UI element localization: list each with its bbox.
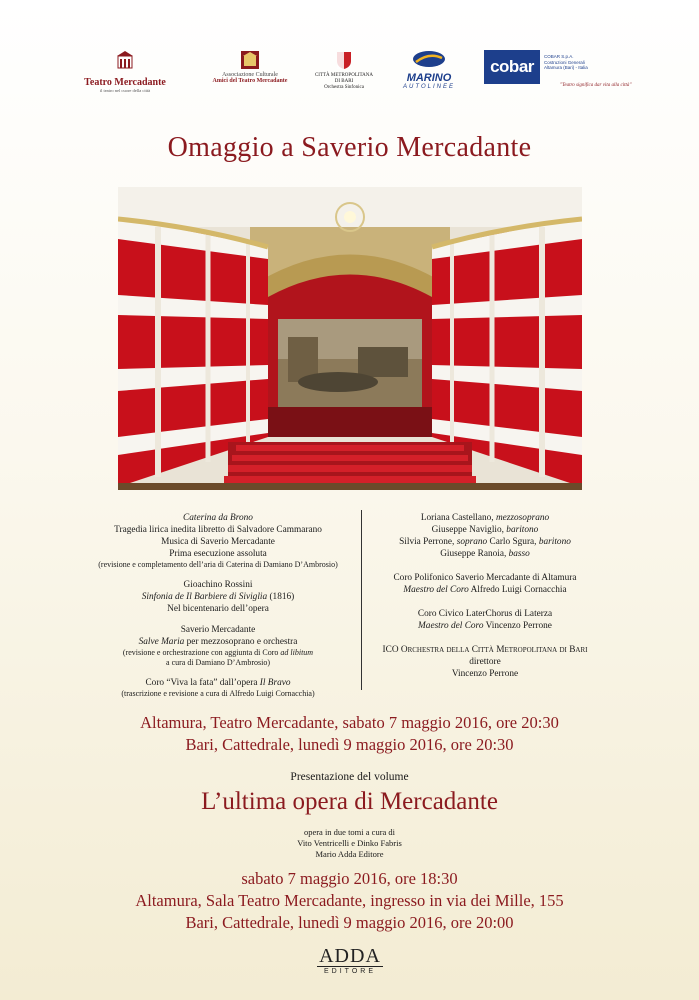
citta-line2: DI BARI [334, 79, 354, 84]
program-left-column [80, 512, 356, 699]
coro-civico: Coro Civico LaterChorus di Laterza [417, 609, 553, 619]
teatro-logo-tagline: il teatro nel cuore della città [99, 88, 151, 93]
coro-polifonico-maestro [366, 584, 604, 596]
coro-bravo-text: Coro “Viva la fata” dall’opera [145, 678, 260, 688]
mercadante-work-desc: per mezzosoprano e orchestra [184, 637, 298, 647]
concert-date-altamura: Altamura, Teatro Mercadante, sabato 7 maggio 2016, ore 20:30 [140, 713, 559, 732]
amici-line1: Associazione Culturale [222, 72, 278, 78]
coro-civico-maestro-name: Vincenzo Perrone [483, 621, 552, 631]
marino-name: MARINO [406, 72, 452, 84]
logo-citta-metropolitana [314, 50, 374, 94]
mercadante-work-title: Salve Maria [138, 637, 185, 647]
rossini-work-title: Sinfonia de Il Barbiere di Siviglia [141, 592, 268, 602]
mercadante-work [80, 636, 356, 648]
presentation-label: Presentazione del volume [290, 771, 409, 783]
opera-title: Caterina da Brono [183, 513, 253, 523]
singer-3-role: soprano [456, 537, 488, 547]
logo-marino-autolinee [396, 50, 462, 94]
singer-4-name: Carlo Sgura, [487, 537, 539, 547]
coro-bravo-opera: Il Bravo [259, 678, 291, 688]
cobar-info2: Costruzioni Generali [544, 59, 585, 65]
mercadante-note1-italic: ad libitum [280, 648, 314, 657]
coro-polifonico-maestro-name: Alfredo Luigi Cornacchia [468, 585, 567, 595]
singer-3-name: Silvia Perrone, [399, 537, 457, 547]
singer-5-role: basso [508, 549, 530, 559]
director-label: direttore [469, 657, 501, 667]
citta-line1: CITTÀ METROPOLITANA [314, 73, 374, 78]
cobar-slogan: "Teatro significa dar vita alla città" [560, 83, 632, 88]
logo-cobar [484, 50, 642, 94]
marino-swoosh-icon [412, 50, 446, 68]
singer-2-role: baritono [506, 525, 539, 535]
presentation-venue-bari: Bari, Cattedrale, lunedì 9 maggio 2016, ore 20:00 [185, 913, 514, 932]
director-name: Vincenzo Perrone [451, 669, 519, 679]
singer-1-role: mezzosoprano [495, 513, 550, 523]
publisher-logo-mark: ADDA [319, 945, 381, 967]
book-title: L’ultima opera di Mercadante [201, 788, 498, 815]
theatre-interior-photo [118, 187, 582, 490]
publisher-label: EDITORE [324, 968, 376, 975]
coro-polifonico: Coro Polifonico Saverio Mercadante di Altamura [393, 573, 577, 583]
page-title: Omaggio a Saverio Mercadante [167, 132, 532, 163]
opera-line2: Musica di Saverio Mercadante [161, 537, 275, 547]
rossini-work-year: (1816) [267, 592, 295, 602]
amici-crest-icon [240, 50, 260, 70]
marino-sub: AUTOLINEE [403, 84, 455, 90]
cobar-logo-mark: cobar [484, 50, 540, 84]
logo-teatro-mercadante [76, 50, 174, 94]
singer-5-name: Giuseppe Ranoia, [440, 549, 509, 559]
logo-amici-teatro [198, 50, 302, 94]
mercadante-name: Saverio Mercadante [180, 625, 256, 635]
amici-line2: Amici del Teatro Mercadante [212, 78, 288, 84]
coro-polifonico-maestro-label: Maestro del Coro [403, 585, 469, 595]
singer-5 [366, 548, 604, 560]
presentation-date: sabato 7 maggio 2016, ore 18:30 [241, 869, 458, 888]
mercadante-note2: a cura di Damiano D’Ambrosio) [166, 658, 270, 667]
citta-line3: Orchestra Sinfonica [324, 85, 364, 90]
citta-shield-icon [334, 50, 354, 70]
singer-1 [366, 512, 604, 524]
mercadante-note1-text: (revisione e orchestrazione con aggiunta di Coro [122, 648, 281, 657]
coro-bravo [80, 677, 356, 689]
singer-1-name: Loriana Castellano, [420, 513, 496, 523]
singer-3 [366, 536, 604, 548]
singer-2-name: Giuseppe Naviglio, [431, 525, 507, 535]
rossini-note: Nel bicentenario dell’opera [167, 604, 269, 614]
cobar-info1: COBAR S.p.A. [544, 54, 574, 59]
coro-civico-maestro-label: Maestro del Coro [418, 621, 484, 631]
column-divider [361, 510, 362, 690]
coro-bravo-note: (trascrizione e revisione a cura di Alfredo Luigi Cornacchia) [121, 689, 315, 698]
teatro-building-icon [115, 50, 135, 70]
mercadante-note1 [80, 648, 356, 658]
teatro-logo-name: Teatro Mercadante [84, 77, 166, 88]
concert-date-bari: Bari, Cattedrale, lunedì 9 maggio 2016, ore 20:30 [185, 735, 514, 754]
singer-4-role: baritono [538, 537, 571, 547]
publisher-logo [300, 946, 400, 975]
book-credit-2: Vito Ventricelli e Dinko Fabris [297, 838, 402, 848]
rossini-work [80, 591, 356, 603]
rossini-name: Gioachino Rossini [183, 580, 253, 590]
opera-line1: Tragedia lirica inedita libretto di Salvadore Cammarano [114, 525, 322, 535]
orchestra-name: ICO Orchestra della Città Metropolitana di Bari [382, 645, 588, 655]
opera-line3: Prima esecuzione assoluta [169, 549, 267, 559]
book-credit-3: Mario Adda Editore [315, 849, 384, 859]
program-right-column [366, 512, 604, 680]
cobar-info3: Altamura (Bari) - Italia [544, 65, 588, 70]
presentation-venue-altamura: Altamura, Sala Teatro Mercadante, ingresso in via dei Mille, 155 [135, 891, 564, 910]
coro-civico-maestro [366, 620, 604, 632]
singer-2 [366, 524, 604, 536]
book-credit-1: opera in due tomi a cura di [303, 827, 396, 837]
opera-note: (revisione e completamento dell’aria di Caterina di Damiano D’Ambrosio) [98, 560, 338, 569]
